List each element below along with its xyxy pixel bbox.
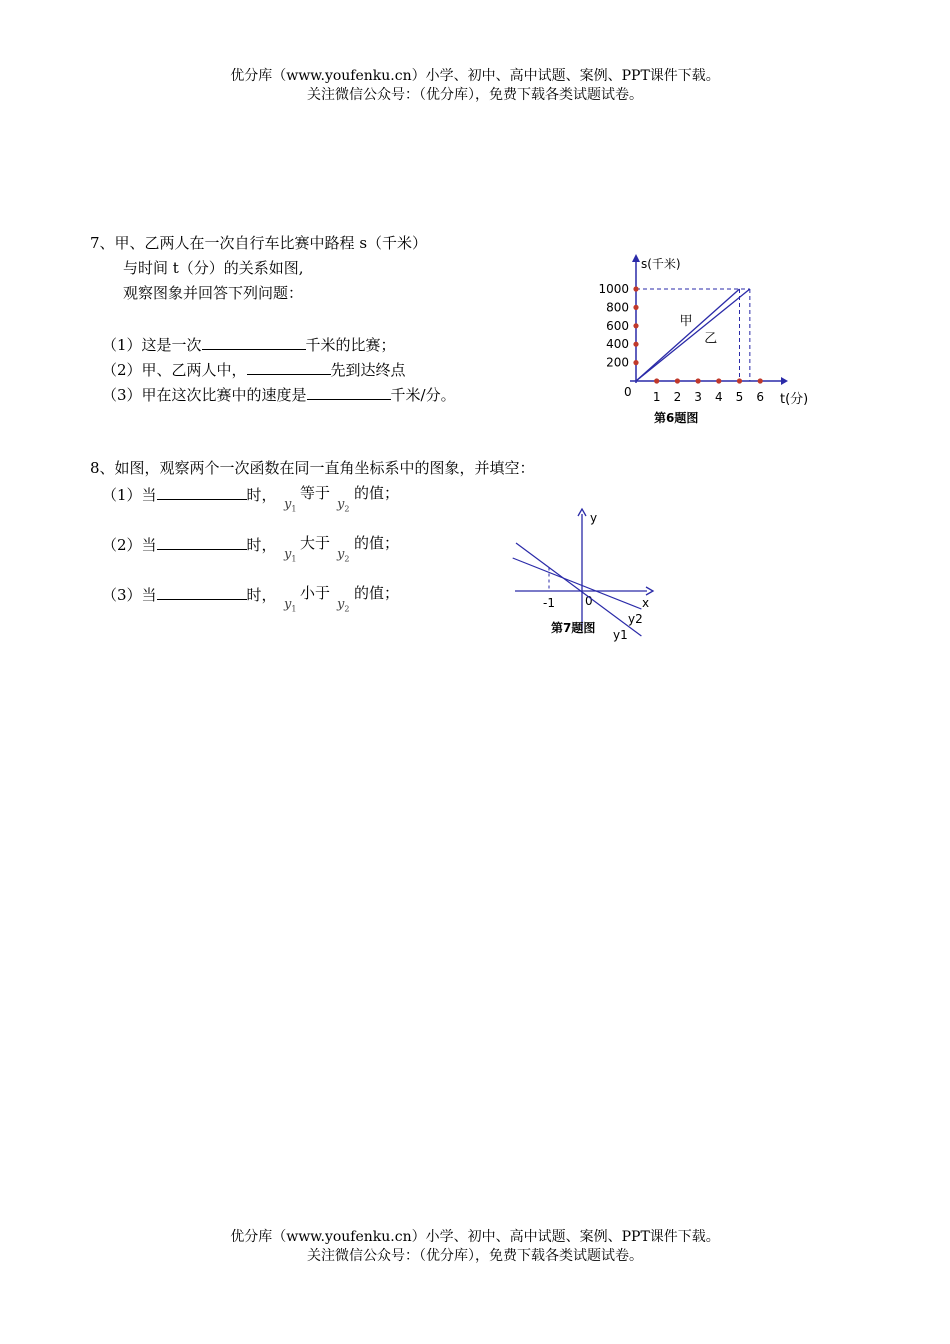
q7-part-2 bbox=[102, 358, 406, 380]
x-tick-dot bbox=[716, 378, 721, 383]
q8-part-3-relation: 小于 bbox=[300, 584, 331, 602]
q8-part-2-prefix: （2）当 bbox=[102, 536, 157, 554]
q7-stem-line-2: 与时间 t（分）的关系如图, bbox=[123, 259, 304, 277]
x-tick-label: 1 bbox=[652, 390, 661, 404]
var-y: y bbox=[284, 497, 292, 512]
y-tick-dot bbox=[633, 360, 638, 365]
q8-part-1-suffix: 的值； bbox=[354, 484, 400, 502]
q7-answer-blank-3[interactable] bbox=[307, 383, 391, 400]
q8-part-3-y2 bbox=[337, 597, 349, 614]
chart-q7-figure bbox=[505, 505, 680, 645]
x-tick-label: 5 bbox=[735, 390, 744, 404]
q8-part-1 bbox=[102, 483, 277, 505]
series-line-y2 bbox=[513, 558, 642, 609]
x-axis-arrow-icon bbox=[646, 587, 653, 595]
var-sub: 1 bbox=[291, 504, 297, 514]
q8-answer-blank-2[interactable] bbox=[157, 533, 247, 550]
q8-part-3 bbox=[102, 583, 277, 605]
x-tick-dot bbox=[675, 378, 680, 383]
series-label-yi: 乙 bbox=[704, 331, 718, 347]
q7-part-1-prefix: （1）这是一次 bbox=[102, 336, 202, 354]
q8-stem: 8、如图，观察两个一次函数在同一直角坐标系中的图象，并填空： bbox=[90, 459, 535, 477]
q8-part-2-when: 时， bbox=[246, 536, 277, 554]
var-y: y bbox=[284, 597, 292, 612]
x-tick-label: 6 bbox=[756, 390, 765, 404]
q7-answer-blank-2[interactable] bbox=[247, 358, 331, 375]
y-tick-dot bbox=[633, 286, 638, 291]
series-label-y1: y1 bbox=[613, 628, 628, 642]
x-tick-dot bbox=[758, 378, 763, 383]
x-tick-label: 2 bbox=[673, 390, 682, 404]
var-sub: 1 bbox=[291, 604, 297, 614]
y-tick-label: 200 bbox=[606, 355, 629, 370]
q8-part-3-prefix: （3）当 bbox=[102, 586, 157, 604]
q8-answer-blank-1[interactable] bbox=[157, 483, 247, 500]
q8-answer-blank-3[interactable] bbox=[157, 583, 247, 600]
y-tick-label: 800 bbox=[606, 300, 629, 315]
q8-part-3-when: 时， bbox=[246, 586, 277, 604]
y-tick-label: 400 bbox=[606, 337, 629, 352]
x-tick-dot bbox=[737, 378, 742, 383]
q7-part-3-suffix: 千米/分。 bbox=[390, 386, 456, 404]
series-line-yi bbox=[636, 289, 750, 381]
page-footer-line-1: 优分库（www.youfenku.cn）小学、初中、高中试题、案例、PPT课件下载。 bbox=[230, 1229, 720, 1245]
q8-part-3-y1 bbox=[284, 597, 296, 614]
var-sub: 2 bbox=[344, 554, 350, 564]
chart-q6-figure bbox=[588, 250, 813, 430]
var-y: y bbox=[284, 547, 292, 562]
var-y: y bbox=[337, 497, 345, 512]
q7-part-1-suffix: 千米的比赛； bbox=[305, 336, 396, 354]
q7-stem-line-3: 观察图象并回答下列问题： bbox=[123, 284, 304, 302]
var-sub: 1 bbox=[291, 554, 297, 564]
q8-part-1-when: 时， bbox=[246, 486, 277, 504]
y-tick-label: 1000 bbox=[598, 282, 629, 296]
q7-part-2-suffix: 先到达终点 bbox=[330, 361, 406, 379]
y-axis-arrow-icon bbox=[632, 254, 640, 262]
q7-part-2-prefix: （2）甲、乙两人中， bbox=[102, 361, 247, 379]
var-sub: 2 bbox=[344, 604, 350, 614]
q8-part-2-suffix: 的值； bbox=[354, 534, 400, 552]
q7-stem-line-1: 7、甲、乙两人在一次自行车比赛中路程 s（千米） bbox=[90, 234, 428, 252]
x-tick-label: 4 bbox=[714, 390, 723, 404]
q7-part-3 bbox=[102, 383, 456, 405]
series-line-jia bbox=[636, 289, 740, 381]
q7-part-1 bbox=[102, 333, 396, 355]
var-y: y bbox=[337, 547, 345, 562]
page-header-line-2: 关注微信公众号：（优分库），免费下载各类试题试卷。 bbox=[307, 87, 643, 103]
y-tick-dot bbox=[633, 305, 638, 310]
q7-answer-blank-1[interactable] bbox=[202, 333, 306, 350]
var-y: y bbox=[337, 597, 345, 612]
page-header-line-1: 优分库（www.youfenku.cn）小学、初中、高中试题、案例、PPT课件下载。 bbox=[230, 68, 720, 84]
y-tick-dot bbox=[633, 342, 638, 347]
q8-part-1-relation: 等于 bbox=[300, 484, 331, 502]
origin-label: 0 bbox=[624, 385, 632, 399]
q8-part-2-y2 bbox=[337, 547, 349, 564]
q8-part-2-relation: 大于 bbox=[300, 534, 331, 552]
x-axis-label: t(分) bbox=[780, 392, 809, 407]
var-sub: 2 bbox=[344, 504, 350, 514]
x-tick-label: 3 bbox=[694, 390, 702, 404]
q8-part-3-suffix: 的值； bbox=[354, 584, 400, 602]
y-tick-label: 600 bbox=[606, 318, 629, 333]
y-tick-dot bbox=[633, 323, 638, 328]
x-axis-label: x bbox=[642, 596, 650, 610]
q8-part-2-y1 bbox=[284, 547, 296, 564]
x-axis-arrow-icon bbox=[781, 377, 788, 385]
q8-part-1-y2 bbox=[337, 497, 349, 514]
series-label-y2: y2 bbox=[628, 612, 643, 626]
series-label-jia: 甲 bbox=[679, 313, 693, 329]
q7-part-3-prefix: （3）甲在这次比赛中的速度是 bbox=[102, 386, 307, 404]
q8-part-1-y1 bbox=[284, 497, 296, 514]
x-tick-dot bbox=[696, 378, 701, 383]
y-axis-label: y bbox=[590, 511, 598, 525]
chart-title: 第6题图 bbox=[654, 411, 699, 425]
chart-title: 第7题图 bbox=[551, 621, 596, 635]
q8-part-1-prefix: （1）当 bbox=[102, 486, 157, 504]
origin-label: 0 bbox=[585, 594, 593, 608]
q8-part-2 bbox=[102, 533, 277, 555]
page-footer-line-2: 关注微信公众号：（优分库），免费下载各类试题试卷。 bbox=[307, 1248, 643, 1264]
y-axis-label: s(千米) bbox=[641, 257, 681, 271]
x-tick-dot bbox=[654, 378, 659, 383]
x-tick-label: -1 bbox=[543, 596, 555, 610]
